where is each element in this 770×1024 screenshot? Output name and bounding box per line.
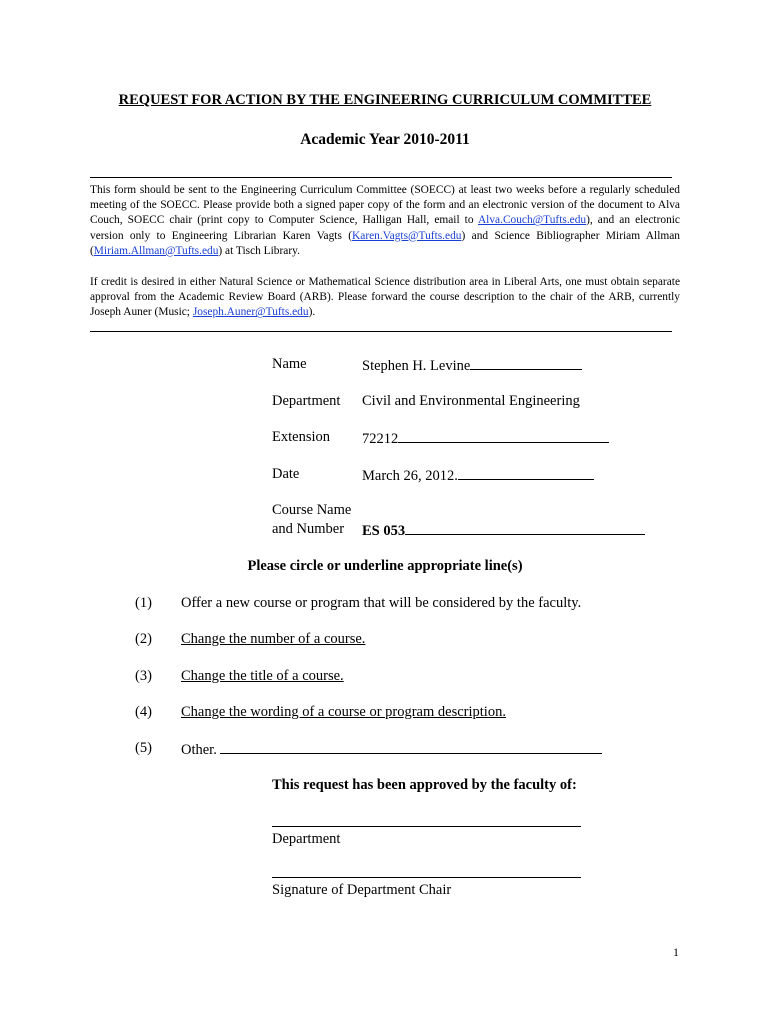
option-4-number: (4)	[135, 704, 152, 720]
option-1-number: (1)	[135, 595, 152, 611]
course-value: ES 053	[362, 523, 406, 539]
top-divider	[90, 177, 672, 178]
department-field[interactable]	[362, 393, 580, 410]
date-value: March 26, 2012.	[362, 468, 458, 484]
option-2-text[interactable]: Change the number of a course.	[181, 631, 366, 647]
other-blank	[220, 740, 602, 754]
date-field[interactable]	[362, 466, 594, 485]
option-2-number: (2)	[135, 631, 152, 647]
options-heading: Please circle or underline appropriate line(s)	[247, 558, 523, 574]
name-value: Stephen H. Levine	[362, 358, 471, 374]
approval-signature-label: Signature of Department Chair	[272, 882, 452, 898]
intro-paragraph-1	[90, 183, 680, 259]
date-blank	[458, 466, 594, 480]
course-label-line-1: Course Name	[272, 502, 352, 518]
intro-paragraph-2	[90, 275, 680, 321]
option-5-text: Other.	[181, 742, 217, 758]
option-5-field[interactable]	[181, 740, 602, 759]
email-link-allman[interactable]: Miriam.Allman@Tufts.edu	[93, 244, 219, 257]
course-blank	[405, 521, 645, 535]
email-link-auner[interactable]: Joseph.Auner@Tufts.edu	[192, 306, 309, 319]
approval-heading: This request has been approved by the faculty of:	[272, 777, 577, 793]
option-3-number: (3)	[135, 668, 152, 684]
page-number: 1	[673, 945, 679, 959]
department-value: Civil and Environmental Engineering	[362, 393, 580, 409]
intro-text-d: ) at Tisch Library.	[218, 244, 300, 257]
name-label: Name	[272, 356, 307, 372]
option-1-text[interactable]: Offer a new course or program that will be considered by the faculty.	[181, 595, 582, 611]
option-4-text[interactable]: Change the wording of a course or program description.	[181, 704, 506, 720]
form-title: REQUEST FOR ACTION BY THE ENGINEERING CURRICULUM COMMITTEE	[118, 92, 652, 108]
email-link-couch[interactable]: Alva.Couch@Tufts.edu	[477, 214, 587, 227]
name-blank	[470, 356, 582, 370]
extension-label: Extension	[272, 429, 330, 445]
academic-year: Academic Year 2010-2011	[300, 131, 470, 148]
option-5-number: (5)	[135, 740, 152, 756]
approval-department-label: Department	[272, 831, 341, 847]
extension-field[interactable]	[362, 429, 609, 448]
name-field[interactable]	[362, 356, 582, 375]
intro-text-e: If credit is desired in either Natural Science or Mathematical Science distribution area in Liberal Arts, one must obtain separate approval from the Academic Review Board (ARB). Please forward the course description to the chair of the ARB, currently Joseph Auner (Music;	[90, 276, 680, 319]
chair-signature-line[interactable]	[272, 877, 581, 878]
department-label: Department	[272, 393, 341, 409]
intro-text-b: ), and an electronic version only to Engineering Librarian Karen Vagts (	[90, 214, 680, 242]
course-field[interactable]	[362, 521, 645, 540]
bottom-divider	[90, 331, 672, 332]
option-3-text[interactable]: Change the title of a course.	[181, 668, 344, 684]
extension-blank	[398, 429, 609, 443]
email-link-vagts[interactable]: Karen.Vagts@Tufts.edu	[352, 229, 462, 242]
extension-value: 72212	[362, 431, 399, 447]
intro-text-f: ).	[308, 306, 316, 319]
department-signature-line[interactable]	[272, 826, 581, 827]
intro-text-a: This form should be sent to the Engineering Curriculum Committee (SOECC) at least two weeks before a regularly scheduled meeting of the SOECC. Please provide both a signed paper copy of the form and an electronic version of the document to Alva Couch, SOECC chair (print copy to Computer Science, Halligan Hall, email to	[90, 184, 680, 227]
date-label: Date	[272, 466, 300, 482]
intro-text-c: ) and Science Bibliographer Miriam Allman (	[90, 229, 680, 257]
course-label-line-2: and Number	[272, 521, 345, 537]
